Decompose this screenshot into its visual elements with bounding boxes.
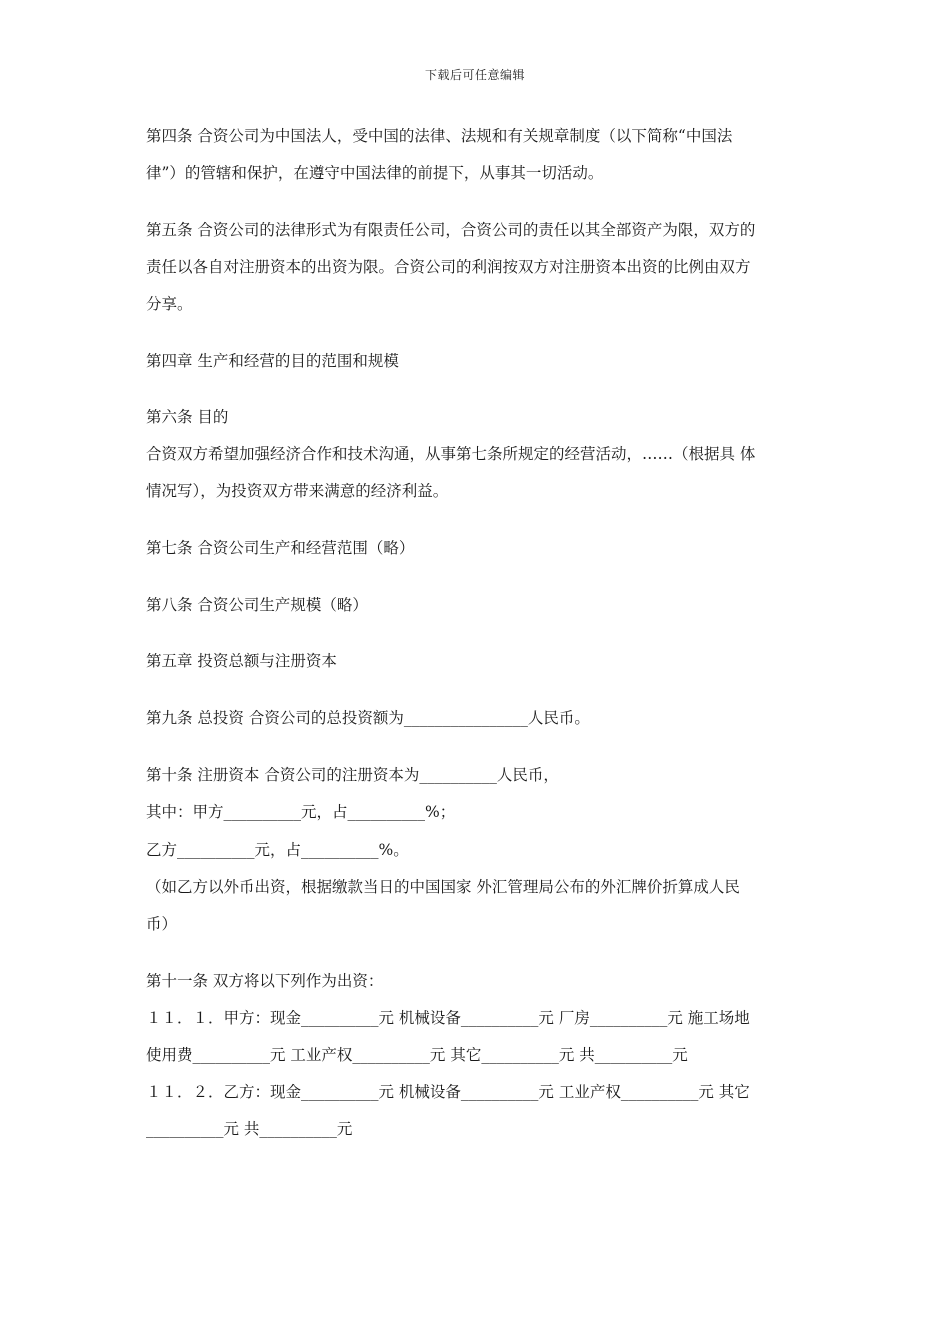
- article-11-heading: 第十一条 双方将以下列作为出资：: [146, 972, 384, 990]
- article-5-line-2: 责任以各自对注册资本的出资为限。合资公司的利润按双方对注册资本出资的比例由双方: [146, 258, 751, 276]
- article-5-line-3: 分享。: [146, 295, 193, 313]
- article-4-line-2: 律”）的管辖和保护，在遵守中国法律的前提下，从事其一切活动。: [146, 164, 604, 182]
- article-6-line-1: 合资双方希望加强经济合作和技术沟通，从事第七条所规定的经营活动，……（根据具 体: [146, 445, 756, 463]
- article-10-line-2: 其中：甲方__________元，占__________%；: [146, 803, 456, 821]
- article-11-2-line-1: １１．２．乙方：现金__________元 机械设备__________元 工业产权__________元 其它: [146, 1083, 750, 1101]
- article-11-1-line-1: １１．１．甲方：现金__________元 机械设备__________元 厂房__________元 施工场地: [146, 1009, 750, 1027]
- article-10-line-3: 乙方__________元，占__________%。: [146, 841, 409, 859]
- article-7: 第七条 合资公司生产和经营范围（略）: [146, 539, 415, 557]
- chapter-5-heading: 第五章 投资总额与注册资本: [146, 652, 337, 670]
- article-11-1-line-2: 使用费__________元 工业产权__________元 其它__________元 共__________元: [146, 1046, 688, 1064]
- article-5-line-1: 第五条 合资公司的法律形式为有限责任公司，合资公司的责任以其全部资产为限，双方的: [146, 221, 756, 239]
- article-10-note-line-2: 币）: [146, 915, 178, 933]
- article-10-note-line-1: （如乙方以外币出资，根据缴款当日的中国国家 外汇管理局公布的外汇牌价折算成人民: [146, 878, 740, 896]
- page-header: 下载后可任意编辑: [424, 68, 525, 82]
- article-6-line-2: 情况写），为投资双方带来满意的经济利益。: [146, 482, 449, 500]
- article-11-2-line-2: __________元 共__________元: [146, 1120, 353, 1138]
- article-9: 第九条 总投资 合资公司的总投资额为________________人民币。: [146, 709, 590, 727]
- article-6-heading: 第六条 目的: [146, 408, 229, 426]
- article-4-line-1: 第四条 合资公司为中国法人，受中国的法律、法规和有关规章制度（以下简称“中国法: [146, 127, 733, 145]
- chapter-4-heading: 第四章 生产和经营的目的范围和规模: [146, 352, 399, 370]
- article-10-line-1: 第十条 注册资本 合资公司的注册资本为__________人民币，: [146, 766, 559, 784]
- article-8: 第八条 合资公司生产规模（略）: [146, 596, 368, 614]
